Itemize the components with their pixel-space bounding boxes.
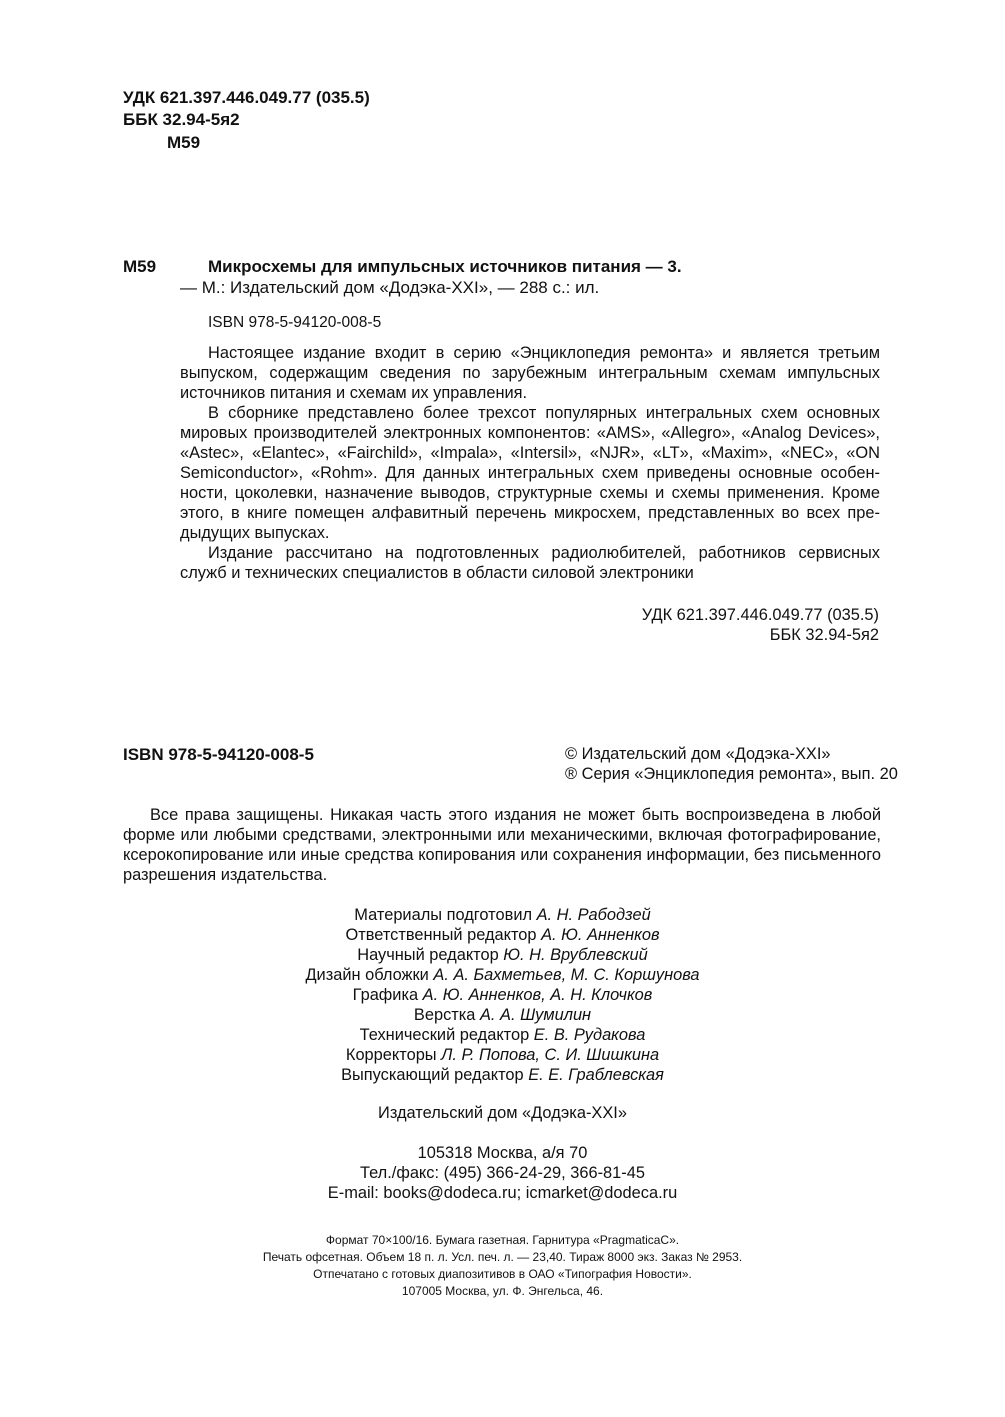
- annotation-line: «Astec», «Elantec», «Fairchild», «Impala», «Intersil», «NJR», «LT», «Maxim», «NEC», «ON: [180, 444, 880, 462]
- printing-line: Формат 70×100/16. Бумага газетная. Гарнитура «PragmaticaC».: [325, 1233, 680, 1247]
- annotation-line: Semiconductor», «Rohm». Для данных интегральных схем приведены основные особен-: [180, 464, 880, 482]
- annotation-line: ности, цоколевки, назначение выводов, структурные схемы и схемы применения. Кроме: [180, 484, 880, 502]
- credit-line: Технический редактор Е. В. Рудакова: [359, 1026, 646, 1044]
- printing-line: Отпечатано с готовых диапозитивов в ОАО «Типография Новости».: [313, 1267, 692, 1281]
- credit-line: Верстка А. А. Шумилин: [413, 1006, 592, 1024]
- credit-line: Научный редактор Ю. Н. Врублевский: [357, 946, 648, 964]
- rights-line: ксерокопирование или иные средства копирования или сохранения информации, без письменного: [123, 846, 881, 864]
- annotation-line: Издание рассчитано на подготовленных радиолюбителей, работников сервисных: [208, 544, 880, 562]
- entry-isbn: ISBN 978-5-94120-008-5: [208, 314, 382, 331]
- bbk-code: ББК 32.94-5я2: [123, 110, 240, 129]
- credit-line: Графика А. Ю. Анненков, А. Н. Клочков: [352, 986, 653, 1004]
- credit-line: Материалы подготовил А. Н. Рабодзей: [354, 906, 651, 924]
- publisher-name: Издательский дом «Додэка-XXI»: [378, 1104, 627, 1122]
- annotation-line: дыдущих выпусках.: [180, 524, 330, 542]
- annotation-line: мировых производителей электронных компонентов: «AMS», «Allegro», «Analog Devices»,: [180, 424, 880, 442]
- annotation-line: служб и технических специалистов в области силовой электроники: [180, 564, 694, 582]
- annotation-line: выпуском, содержащим сведения по зарубежным интегральным схемам импульсных: [180, 364, 880, 382]
- udk-code: УДК 621.397.446.049.77 (035.5): [123, 88, 370, 107]
- publisher-email: E-mail: books@dodeca.ru; icmarket@dodeca.ru: [327, 1184, 678, 1202]
- annotation-line: В сборнике представлено более трехсот популярных интегральных схем основных: [208, 404, 880, 422]
- author-mark: М59: [167, 133, 201, 152]
- rights-line: разрешения издательства.: [123, 866, 328, 884]
- credit-line: Выпускающий редактор Е. Е. Граблевская: [341, 1066, 664, 1084]
- book-imprint: — М.: Издательский дом «Додэка-XXI», — 288 с.: ил.: [180, 278, 600, 297]
- credit-line: Корректоры Л. Р. Попова, С. И. Шишкина: [345, 1046, 660, 1064]
- rights-line: форме или любыми средствами, электронными или механическими, включая фотографирование,: [123, 826, 881, 844]
- book-title: Микросхемы для импульсных источников питания — 3.: [208, 257, 682, 276]
- annotation-line: этого, в книге помещен алфавитный перечень микросхем, представленных во всех пре-: [180, 504, 880, 522]
- printing-line: 107005 Москва, ул. Ф. Энгельса, 46.: [401, 1284, 604, 1298]
- entry-mark: М59: [123, 257, 157, 276]
- printing-line: Печать офсетная. Объем 18 п. л. Усл. печ. л. — 23,40. Тираж 8000 экз. Заказ № 2953.: [262, 1250, 743, 1264]
- classification-bbk: ББК 32.94-5я2: [769, 626, 879, 644]
- credit-line: Дизайн обложки А. А. Бахметьев, М. С. Коршунова: [305, 966, 700, 984]
- publisher-phone: Тел./факс: (495) 366-24-29, 366-81-45: [360, 1164, 645, 1182]
- series-line: ® Серия «Энциклопедия ремонта», вып. 20: [565, 765, 898, 783]
- publisher-address: 105318 Москва, а/я 70: [417, 1144, 588, 1162]
- classification-udk: УДК 621.397.446.049.77 (035.5): [641, 606, 879, 624]
- credit-line: Ответственный редактор А. Ю. Анненков: [345, 926, 660, 944]
- rights-line: Все права защищены. Никакая часть этого издания не может быть воспроизведена в любой: [150, 806, 881, 824]
- copyright-line: © Издательский дом «Додэка-XXI»: [565, 745, 831, 763]
- annotation-line: Настоящее издание входит в серию «Энциклопедия ремонта» и является третьим: [208, 344, 880, 362]
- annotation-line: источников питания и схемам их управления.: [180, 384, 528, 402]
- isbn-bold: ISBN 978-5-94120-008-5: [123, 745, 314, 764]
